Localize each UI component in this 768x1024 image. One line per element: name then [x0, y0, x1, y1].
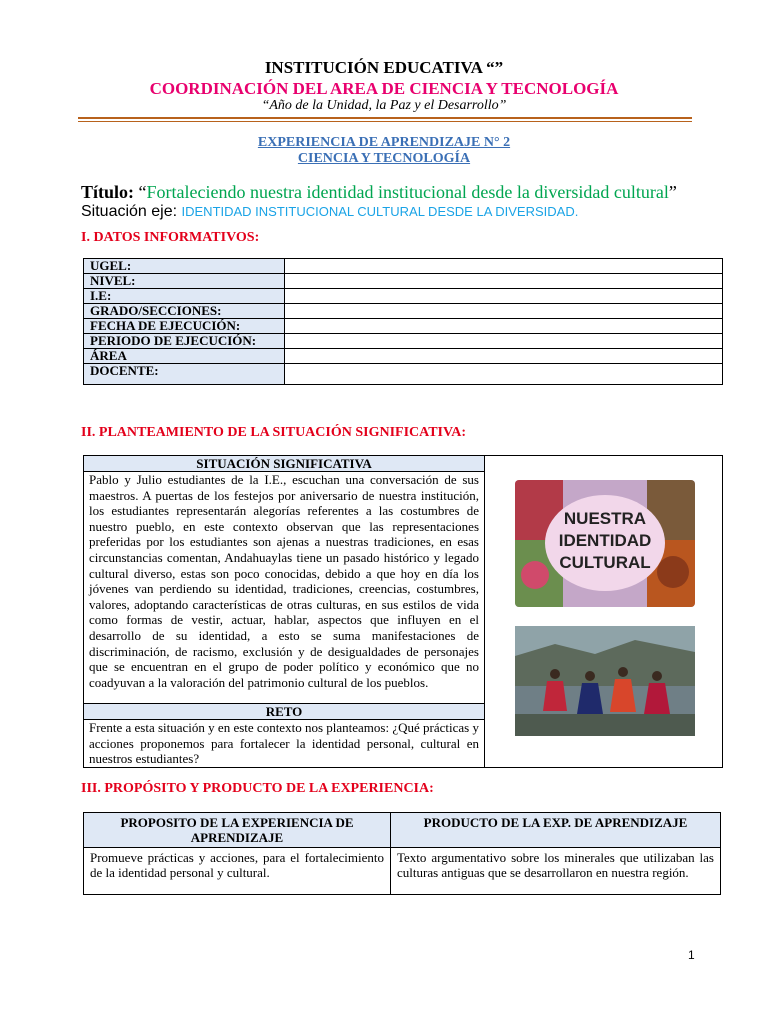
- collage-line-3: CULTURAL: [559, 553, 651, 572]
- product-header: PRODUCTO DE LA EXP. DE APRENDIZAJE: [391, 813, 721, 848]
- info-table: [83, 258, 723, 385]
- title-text: Fortaleciendo nuestra identidad institucional desde la diversidad cultural: [146, 182, 669, 202]
- header-rule-thin: [78, 121, 692, 122]
- situation-axis-label: Situación eje:: [81, 203, 178, 220]
- table-row: [84, 349, 723, 364]
- info-key: GRADO/SECCIONES:: [84, 304, 285, 319]
- info-value: [285, 334, 723, 349]
- section2-heading: II. PLANTEAMIENTO DE LA SITUACIÓN SIGNIFICATIVA:: [81, 425, 467, 440]
- info-value: [285, 259, 723, 274]
- challenge-title: RETO: [84, 703, 484, 720]
- info-value: [285, 304, 723, 319]
- info-key: UGEL:: [84, 259, 285, 274]
- collage-line-1: NUESTRA: [563, 509, 647, 528]
- situation-axis-text: IDENTIDAD INSTITUCIONAL CULTURAL DESDE LA DIVERSIDAD.: [181, 204, 579, 219]
- info-key: ÁREA: [84, 349, 285, 364]
- table-row: [84, 813, 721, 848]
- coordination-title: COORDINACIÓN DEL AREA DE CIENCIA Y TECNOLOGÍA: [149, 79, 619, 98]
- page-number: 1: [688, 948, 695, 962]
- table-row: [84, 364, 723, 385]
- table-row: [84, 304, 723, 319]
- year-motto: “Año de la Unidad, la Paz y el Desarrollo”: [261, 98, 507, 113]
- table-row: [84, 274, 723, 289]
- header-rule: [78, 117, 692, 119]
- info-key: FECHA DE EJECUCIÓN:: [84, 319, 285, 334]
- title-line: [81, 182, 677, 203]
- section3-heading: III. PROPÓSITO Y PRODUCTO DE LA EXPERIENCIA:: [81, 781, 434, 796]
- info-value: [285, 349, 723, 364]
- dancers-graphic: [515, 626, 695, 736]
- section1-heading: I. DATOS INFORMATIVOS:: [81, 230, 260, 245]
- info-value: [285, 364, 723, 385]
- experience-number: EXPERIENCIA DE APRENDIZAJE N° 2: [257, 135, 511, 150]
- institution-name: INSTITUCIÓN EDUCATIVA “”: [264, 58, 504, 77]
- table-row: [84, 289, 723, 304]
- info-value: [285, 319, 723, 334]
- purpose-text: Promueve prácticas y acciones, para el fortalecimiento de la identidad personal y cultural.: [84, 848, 391, 895]
- collage-line-2: IDENTIDAD: [558, 531, 652, 550]
- andean-dancers-photo: [515, 626, 695, 736]
- situation-text: Pablo y Julio estudiantes de la I.E., escuchan una conversación de sus maestros. A puertas de los festejos por aniversario de nuestra institución, los estudiantes representarán alegorías referentes a las costumbres de nuestro pueblo, en este contexto observan que las representaciones preferidas por los estudiantes son ajenas a nuestras tradiciones, en esas circunstancias comentan, Andahuaylas tiene un pasado histórico y legado cultural diverso, estas son poco conocidas, debido a que hoy en día los jóvenes van perdiendo su identidad, tradiciones, creencias, costumbres, valores, adoptando características de otras culturas, en sus estilos de vida como formas de vestir, actuar, hablar, aspectos que influyen en el desarrollo de su identidad, a esto se suma manifestaciones de discriminación, de racismo, exclusión y de desigualdades de personajes que se encuentran en el grupo de poder político y económico que no coadyuvan a la valoración del patrimonio cultural de los pueblos.: [89, 472, 479, 690]
- title-open-quote: “: [138, 182, 147, 202]
- title-label: Título:: [81, 182, 135, 202]
- table-row: [84, 319, 723, 334]
- table-row: [84, 259, 723, 274]
- experience-heading: [0, 135, 768, 167]
- table-row: [84, 848, 721, 895]
- identity-collage-graphic: [515, 480, 695, 607]
- info-value: [285, 289, 723, 304]
- title-close-quote: ”: [668, 182, 677, 202]
- identity-collage-image: [515, 480, 695, 607]
- situation-title: SITUACIÓN SIGNIFICATIVA: [84, 456, 484, 472]
- info-value: [285, 274, 723, 289]
- info-key: PERIODO DE EJECUCIÓN:: [84, 334, 285, 349]
- info-key: NIVEL:: [84, 274, 285, 289]
- info-key: DOCENTE:: [84, 364, 285, 385]
- purpose-table: [83, 812, 721, 895]
- info-key: I.E:: [84, 289, 285, 304]
- situation-column: [84, 456, 485, 767]
- challenge-text: Frente a esta situación y en este contexto nos planteamos: ¿Qué prácticas y acciones proponemos para fortalecer la identidad personal, cultural en nuestros estudiantes?: [89, 720, 479, 767]
- situation-box: [83, 455, 723, 768]
- table-row: [84, 334, 723, 349]
- situation-axis: [81, 203, 578, 221]
- product-text: Texto argumentativo sobre los minerales que utilizaban las culturas antiguas que se desarrollaron en nuestra región.: [391, 848, 721, 895]
- purpose-header: PROPOSITO DE LA EXPERIENCIA DE APRENDIZAJE: [84, 813, 391, 848]
- experience-area: CIENCIA Y TECNOLOGÍA: [297, 151, 471, 166]
